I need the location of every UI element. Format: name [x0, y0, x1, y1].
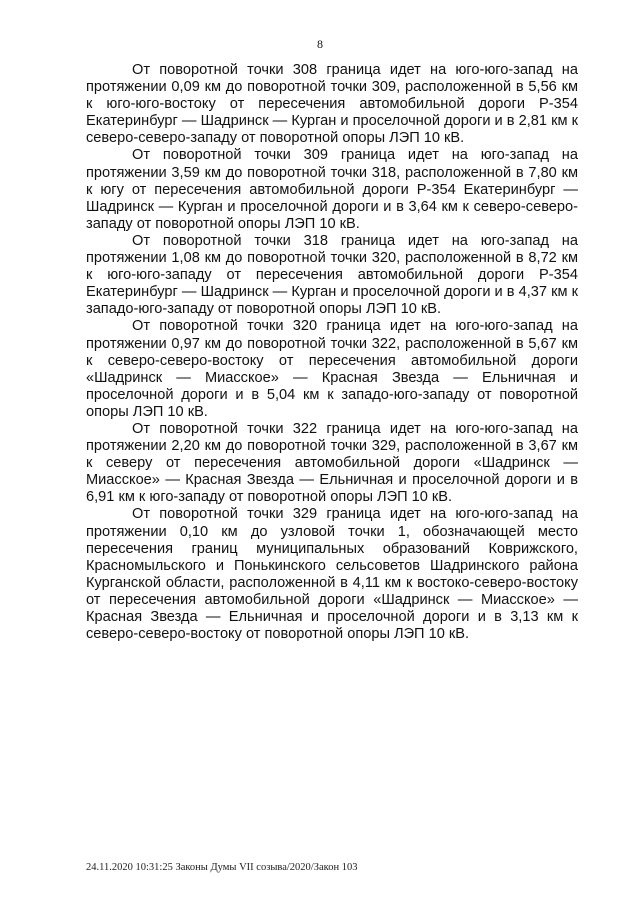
paragraph-point-320: От поворотной точки 320 граница идет на юго-юго-запад на протяжении 0,97 км до поворотной точки 322, расположенной в 5,67 км к северо-северо-востоку от пересечения автомобильной дороги «Шадринск — Миасское» — Красная Звезда — Ельничная и проселочной дороги и в 5,04 км к западо-юго-западу от поворотной опоры ЛЭП 10 кВ.: [86, 318, 578, 420]
document-body: [86, 62, 578, 643]
paragraph-point-322: От поворотной точки 322 граница идет на юго-юго-запад на протяжении 2,20 км до поворотной точки 329, расположенной в 3,67 км к северу от пересечения автомобильной дороги «Шадринск — Миасское» — Красная Звезда — Ельничная и проселочной дороги и в 6,91 км к юго-западу от поворотной опоры ЛЭП 10 кВ.: [86, 420, 578, 506]
page-number: 8: [317, 37, 323, 51]
paragraph-point-309: От поворотной точки 309 граница идет на юго-запад на протяжении 3,59 км до поворотной точки 318, расположенной в 7,80 км к югу от пересечения автомобильной дороги Р-354 Екатеринбург — Шадринск — Курган и проселочной дороги и в 3,64 км к северо-северо-западу от поворотной опоры ЛЭП 10 кВ.: [86, 147, 578, 232]
paragraph-point-318: От поворотной точки 318 граница идет на юго-запад на протяжении 1,08 км до поворотной точки 320, расположенной в 8,72 км к юго-юго-западу от пересечения автомобильной дороги Р-354 Екатеринбург — Шадринск — Курган и проселочной дороги и в 4,37 км к западо-юго-западу от поворотной опоры ЛЭП 10 кВ.: [86, 232, 578, 318]
paragraph-point-308: От поворотной точки 308 граница идет на юго-юго-запад на протяжении 0,09 км до поворотной точки 309, расположенной в 5,56 км к юго-юго-востоку от пересечения автомобильной дороги Р-354 Екатеринбург — Шадринск — Курган и проселочной дороги и в 2,81 км к северо-северо-западу от поворотной опоры ЛЭП 10 кВ.: [86, 62, 578, 147]
footer-stamp: 24.11.2020 10:31:25 Законы Думы VII созыва/2020/Закон 103: [86, 862, 358, 873]
paragraph-point-329: От поворотной точки 329 граница идет на юго-юго-запад на протяжении 0,10 км до узловой точки 1, обозначающей место пересечения границ муниципальных образований Коврижского, Красномыльского и Понькинского сельсоветов Шадринского района Курганской области, расположенной в 4,11 км к востоко-северо-востоку от пересечения автомобильной дороги «Шадринск — Миасское» — Красная Звезда — Ельничная и проселочной дороги и в 3,13 км к северо-северо-востоку от поворотной опоры ЛЭП 10 кВ.: [86, 506, 578, 643]
